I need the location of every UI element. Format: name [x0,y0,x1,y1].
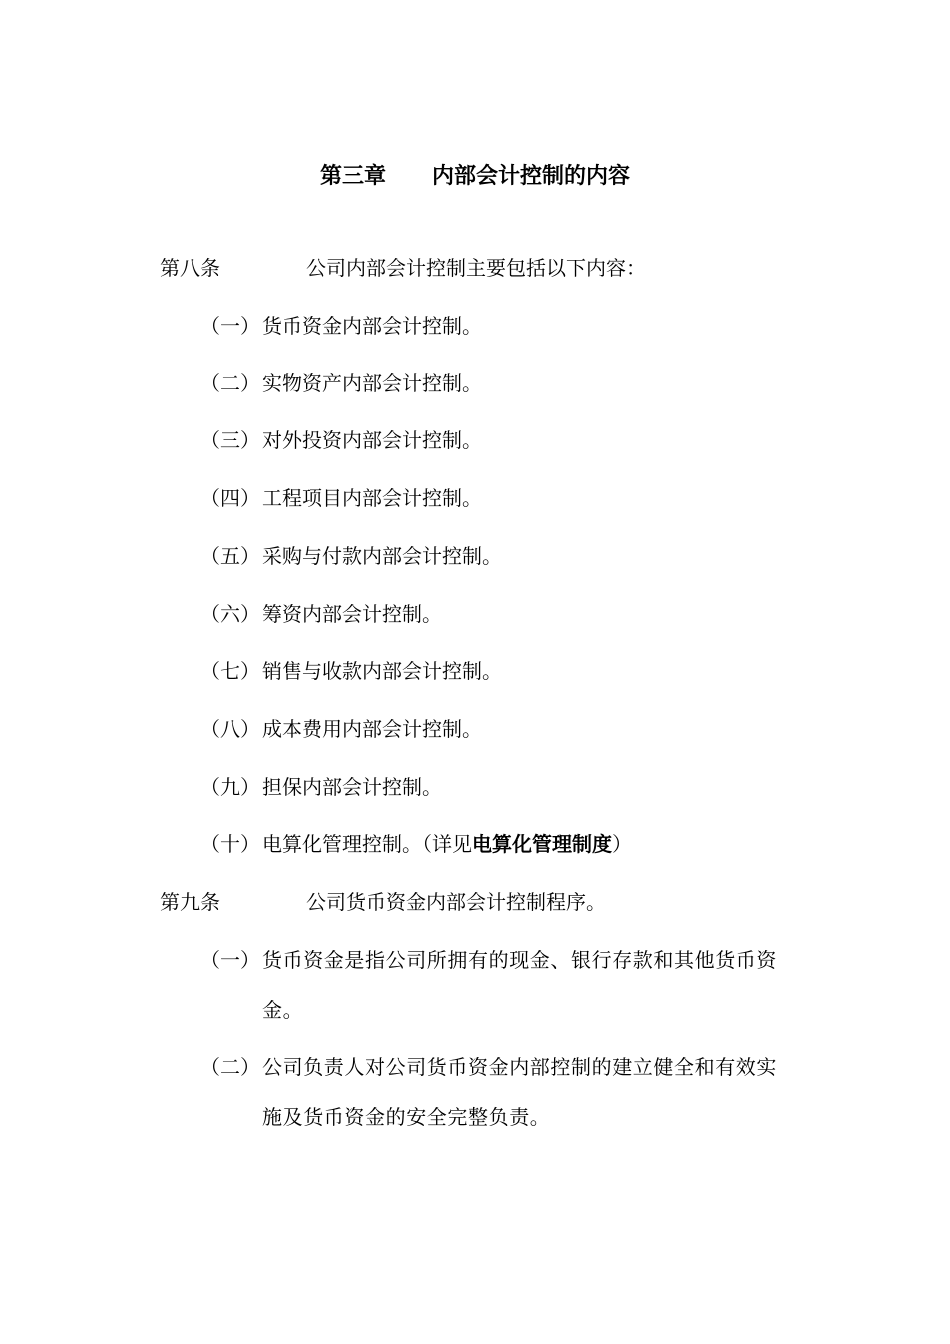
list-item [200,484,482,512]
item-text: 采购与付款内部会计控制。 [262,544,502,568]
article-text: 公司货币资金内部会计控制程序。 [306,890,606,914]
item-text-line-2: 金。 [262,998,304,1022]
item-text: 销售与收款内部会计控制。 [262,659,502,683]
item-text-line-1: 公司负责人对公司货币资金内部控制的建立健全和有效实 [262,1055,777,1079]
item-marker: （三） [200,428,260,452]
item-text: 筹资内部会计控制。 [262,602,442,626]
item-text: 实物资产内部会计控制。 [262,371,482,395]
list-item [200,715,482,743]
item-marker: （七） [200,659,260,683]
item-marker: （二） [200,371,260,395]
list-item [200,773,442,801]
list-item [200,312,482,340]
item-text: 成本费用内部会计控制。 [262,717,482,741]
list-item [200,542,502,570]
chapter-heading: 内部会计控制的内容 [431,163,630,189]
list-item [200,830,632,858]
item-text: 对外投资内部会计控制。 [262,428,482,452]
item-text-line-2: 施及货币资金的安全完整负责。 [262,1105,551,1129]
item-marker: （五） [200,544,260,568]
article-number: 第八条 [160,256,220,280]
article-number: 第九条 [160,890,220,914]
chapter-title [0,160,950,192]
item-text: 货币资金内部会计控制。 [262,314,482,338]
item-text: 担保内部会计控制。 [262,775,442,799]
list-item [200,1053,262,1081]
item-marker: （六） [200,602,260,626]
list-item [200,600,442,628]
item-marker: （八） [200,717,260,741]
list-item [200,946,262,974]
chapter-number: 第三章 [320,163,387,189]
item-marker: （四） [200,486,260,510]
article-text: 公司内部会计控制主要包括以下内容： [306,256,646,280]
item-text-line-1: 货币资金是指公司所拥有的现金、银行存款和其他货币资 [262,948,777,972]
item-marker: （二） [200,1055,260,1079]
item-marker: （一） [200,314,260,338]
item-text: 工程项目内部会计控制。 [262,486,482,510]
item-marker: （一） [200,948,260,972]
item-text-tail: ） [612,832,632,856]
list-item [200,426,482,454]
referenced-document-title: 电算化管理制度 [472,832,612,856]
list-item [200,369,482,397]
item-marker: （十） [200,832,260,856]
list-item [200,657,502,685]
article-8-heading [160,254,646,282]
article-9-heading [160,888,606,916]
item-marker: （九） [200,775,260,799]
item-text: 电算化管理控制。（详见 [262,832,472,856]
